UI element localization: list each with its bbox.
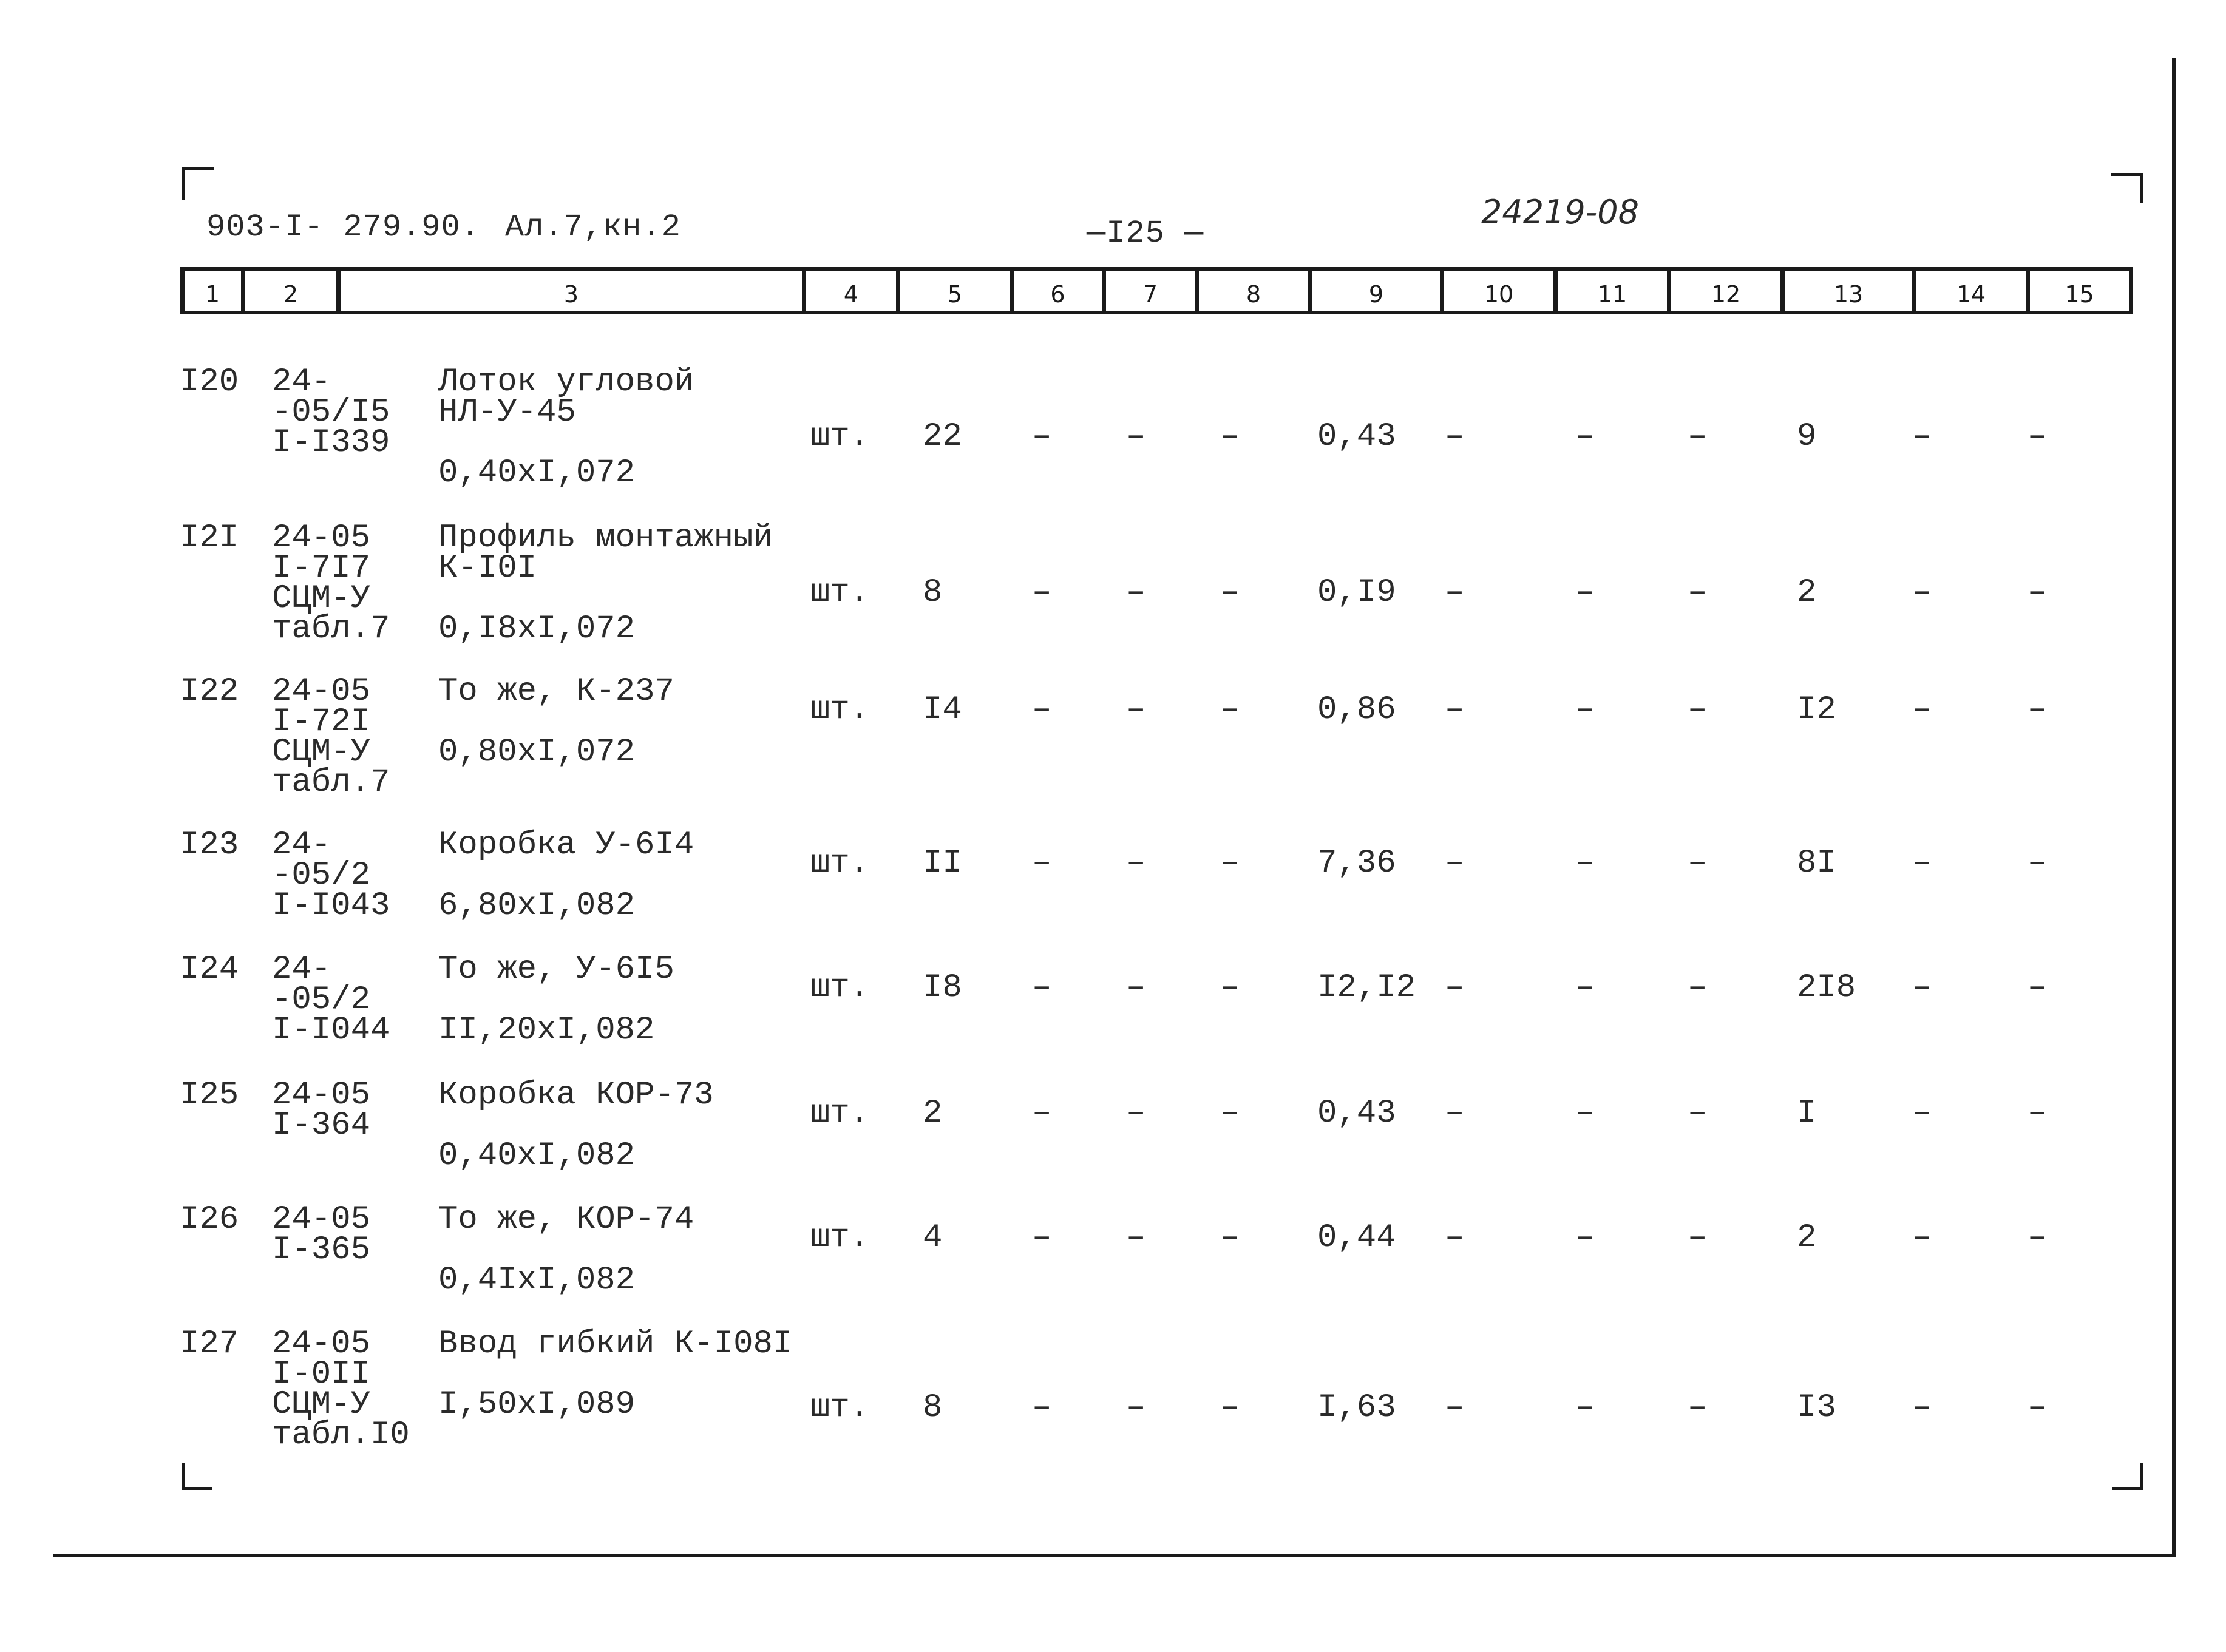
code-reference bbox=[272, 1325, 410, 1454]
item-name bbox=[438, 1325, 793, 1363]
item-name-line: То же, КОР-74 bbox=[438, 1201, 694, 1238]
cell-c10: – bbox=[1445, 1095, 1465, 1132]
column-number-12: 12 bbox=[1711, 281, 1741, 308]
cell-c7: – bbox=[1126, 574, 1146, 611]
cell-c12: – bbox=[1688, 574, 1708, 611]
code-line: 24-05 bbox=[272, 673, 371, 710]
cell-c12: – bbox=[1688, 691, 1708, 728]
column-number-15: 15 bbox=[2065, 281, 2094, 308]
row-number: I2I bbox=[180, 520, 239, 557]
cell-c5: 8 bbox=[923, 574, 943, 611]
item-name bbox=[438, 827, 694, 864]
code-line: -05/2 bbox=[272, 981, 371, 1018]
cell-c15: – bbox=[2027, 418, 2048, 455]
column-number-14: 14 bbox=[1956, 281, 1986, 308]
page-number: —I25 — bbox=[1087, 215, 1204, 251]
code-line: табл.I0 bbox=[272, 1417, 410, 1454]
cell-c6: – bbox=[1032, 574, 1052, 611]
cell-c5: II bbox=[923, 845, 962, 882]
code-reference bbox=[272, 673, 390, 801]
cell-c9: I2,I2 bbox=[1317, 969, 1416, 1006]
cell-c6: – bbox=[1032, 691, 1052, 728]
code-reference bbox=[272, 827, 390, 924]
item-size: 0,I8xI,072 bbox=[438, 611, 636, 648]
cell-c7: – bbox=[1126, 845, 1146, 882]
code-line: I-7I7 bbox=[272, 550, 371, 587]
cell-c5: 22 bbox=[923, 418, 962, 455]
cell-c5: 2 bbox=[923, 1095, 943, 1132]
cell-c9: 0,43 bbox=[1317, 418, 1396, 455]
row-number: I24 bbox=[180, 951, 239, 988]
cell-c7: – bbox=[1126, 418, 1146, 455]
cell-c15: – bbox=[2027, 1389, 2048, 1426]
cell-c11: – bbox=[1575, 418, 1595, 455]
row-number: I20 bbox=[180, 364, 239, 401]
cell-c13: 2I8 bbox=[1797, 969, 1856, 1006]
cell-c13: I bbox=[1797, 1095, 1817, 1132]
cell-c11: – bbox=[1575, 969, 1595, 1006]
column-number-1: 1 bbox=[205, 281, 220, 308]
column-number-7: 7 bbox=[1142, 281, 1158, 308]
column-number-13: 13 bbox=[1833, 281, 1864, 308]
cell-c13: 2 bbox=[1797, 1219, 1817, 1256]
cell-c6: – bbox=[1032, 845, 1052, 882]
cell-c11: – bbox=[1575, 691, 1595, 728]
column-number-9: 9 bbox=[1368, 281, 1384, 308]
item-name-line: То же, У-6I5 bbox=[438, 951, 674, 988]
corner-mark-top-right bbox=[2111, 173, 2143, 203]
cell-unit: шт. bbox=[810, 1219, 870, 1256]
cell-c8: – bbox=[1220, 691, 1240, 728]
code-reference bbox=[272, 951, 390, 1049]
code-line: I-72I bbox=[272, 703, 371, 740]
code-line: I-364 bbox=[272, 1107, 371, 1144]
cell-c11: – bbox=[1575, 1389, 1595, 1426]
item-name-line: К-I0I bbox=[438, 550, 537, 587]
cell-c7: – bbox=[1126, 1389, 1146, 1426]
item-name bbox=[438, 1201, 694, 1238]
right-frame-line bbox=[2172, 58, 2176, 1557]
row-number: I27 bbox=[180, 1325, 239, 1363]
column-number-5: 5 bbox=[947, 281, 963, 308]
column-number-3: 3 bbox=[563, 281, 579, 308]
cell-c14: – bbox=[1912, 418, 1932, 455]
column-number-2: 2 bbox=[283, 281, 299, 308]
cell-c15: – bbox=[2027, 574, 2048, 611]
item-size: 0,40xI,072 bbox=[438, 455, 636, 492]
row-number: I25 bbox=[180, 1077, 239, 1114]
corner-mark-bottom-right bbox=[2112, 1463, 2143, 1490]
cell-c9: 0,I9 bbox=[1317, 574, 1396, 611]
cell-c8: – bbox=[1220, 845, 1240, 882]
cell-c9: 0,86 bbox=[1317, 691, 1396, 728]
item-size: 6,80xI,082 bbox=[438, 887, 636, 924]
item-size: II,20xI,082 bbox=[438, 1012, 655, 1049]
item-name bbox=[438, 520, 773, 587]
cell-c6: – bbox=[1032, 418, 1052, 455]
cell-c9: I,63 bbox=[1317, 1389, 1396, 1426]
item-size: 0,4IxI,082 bbox=[438, 1262, 636, 1299]
cell-unit: шт. bbox=[810, 845, 870, 882]
code-line: 24-05 bbox=[272, 1325, 371, 1363]
cell-c14: – bbox=[1912, 969, 1932, 1006]
cell-c14: – bbox=[1912, 845, 1932, 882]
cell-c7: – bbox=[1126, 1095, 1146, 1132]
column-number-header bbox=[180, 267, 2133, 314]
cell-unit: шт. bbox=[810, 418, 870, 455]
code-reference bbox=[272, 520, 390, 648]
item-name bbox=[438, 364, 694, 431]
corner-mark-bottom-left bbox=[182, 1463, 212, 1490]
column-number-4: 4 bbox=[843, 281, 859, 308]
corner-mark-top-left bbox=[182, 167, 214, 200]
cell-c13: 8I bbox=[1797, 845, 1836, 882]
cell-c7: – bbox=[1126, 1219, 1146, 1256]
bottom-frame-line bbox=[53, 1554, 2176, 1557]
cell-c10: – bbox=[1445, 691, 1465, 728]
cell-c10: – bbox=[1445, 845, 1465, 882]
cell-c12: – bbox=[1688, 969, 1708, 1006]
cell-c10: – bbox=[1445, 1219, 1465, 1256]
cell-c13: 9 bbox=[1797, 418, 1817, 455]
cell-c12: – bbox=[1688, 1219, 1708, 1256]
cell-c14: – bbox=[1912, 574, 1932, 611]
cell-c13: 2 bbox=[1797, 574, 1817, 611]
cell-c8: – bbox=[1220, 574, 1240, 611]
column-number-8: 8 bbox=[1246, 281, 1261, 308]
cell-unit: шт. bbox=[810, 969, 870, 1006]
code-line: 24-05 bbox=[272, 1077, 371, 1114]
cell-c7: – bbox=[1126, 691, 1146, 728]
cell-c13: I2 bbox=[1797, 691, 1836, 728]
cell-c12: – bbox=[1688, 845, 1708, 882]
cell-c5: 8 bbox=[923, 1389, 943, 1426]
cell-c9: 0,43 bbox=[1317, 1095, 1396, 1132]
cell-c8: – bbox=[1220, 418, 1240, 455]
cell-c14: – bbox=[1912, 691, 1932, 728]
code-line: I-I043 bbox=[272, 887, 390, 924]
row-number: I26 bbox=[180, 1201, 239, 1238]
document-code: 903-I- 279.90. bbox=[206, 209, 480, 245]
item-size: 0,80xI,072 bbox=[438, 734, 636, 771]
code-line: СЦМ-У bbox=[272, 580, 371, 617]
item-name-line: НЛ-У-45 bbox=[438, 394, 576, 431]
handwritten-inventory-number: 24219-08 bbox=[1481, 193, 1639, 231]
cell-c12: – bbox=[1688, 1095, 1708, 1132]
code-line: 24- bbox=[272, 364, 331, 401]
code-line: I-I044 bbox=[272, 1012, 390, 1049]
code-reference bbox=[272, 1077, 371, 1144]
code-line: I-0II bbox=[272, 1356, 371, 1393]
code-line: 24- bbox=[272, 951, 331, 988]
cell-c11: – bbox=[1575, 845, 1595, 882]
cell-c9: 0,44 bbox=[1317, 1219, 1396, 1256]
column-number-10: 10 bbox=[1484, 281, 1514, 308]
cell-unit: шт. bbox=[810, 1095, 870, 1132]
code-line: 24-05 bbox=[272, 520, 371, 557]
row-number: I23 bbox=[180, 827, 239, 864]
cell-c6: – bbox=[1032, 1095, 1052, 1132]
code-line: СЦМ-У bbox=[272, 734, 371, 771]
cell-c12: – bbox=[1688, 418, 1708, 455]
cell-c8: – bbox=[1220, 1095, 1240, 1132]
cell-c5: I4 bbox=[923, 691, 962, 728]
code-line: СЦМ-У bbox=[272, 1386, 371, 1423]
cell-c15: – bbox=[2027, 1219, 2048, 1256]
item-name-line: Профиль монтажный bbox=[438, 520, 773, 557]
album-reference: Ал.7,кн.2 bbox=[505, 209, 681, 245]
cell-c15: – bbox=[2027, 691, 2048, 728]
cell-c10: – bbox=[1445, 574, 1465, 611]
item-name-line: Коробка У-6I4 bbox=[438, 827, 694, 864]
cell-c8: – bbox=[1220, 1219, 1240, 1256]
cell-c5: I8 bbox=[923, 969, 962, 1006]
item-name bbox=[438, 951, 674, 988]
cell-c11: – bbox=[1575, 1095, 1595, 1132]
cell-c15: – bbox=[2027, 1095, 2048, 1132]
item-size: 0,40xI,082 bbox=[438, 1137, 636, 1174]
item-name-line: Ввод гибкий К-I08I bbox=[438, 1325, 793, 1363]
cell-c5: 4 bbox=[923, 1219, 943, 1256]
cell-c15: – bbox=[2027, 969, 2048, 1006]
code-reference bbox=[272, 1201, 371, 1268]
cell-unit: шт. bbox=[810, 1389, 870, 1426]
item-size: I,50xI,089 bbox=[438, 1386, 636, 1423]
code-line: -05/2 bbox=[272, 857, 371, 894]
cell-c10: – bbox=[1445, 1389, 1465, 1426]
column-number-11: 11 bbox=[1597, 281, 1627, 308]
code-line: 24- bbox=[272, 827, 331, 864]
item-name bbox=[438, 1077, 714, 1114]
item-name-line: Коробка КОР-73 bbox=[438, 1077, 714, 1114]
code-reference bbox=[272, 364, 390, 461]
cell-c9: 7,36 bbox=[1317, 845, 1396, 882]
cell-c7: – bbox=[1126, 969, 1146, 1006]
cell-unit: шт. bbox=[810, 574, 870, 611]
cell-c14: – bbox=[1912, 1219, 1932, 1256]
item-name bbox=[438, 673, 674, 710]
column-number-6: 6 bbox=[1050, 281, 1065, 308]
cell-c8: – bbox=[1220, 969, 1240, 1006]
cell-c14: – bbox=[1912, 1095, 1932, 1132]
code-line: -05/I5 bbox=[272, 394, 390, 431]
code-line: табл.7 bbox=[272, 764, 390, 801]
cell-c14: – bbox=[1912, 1389, 1932, 1426]
cell-c13: I3 bbox=[1797, 1389, 1836, 1426]
code-line: I-I339 bbox=[272, 424, 390, 461]
item-name-line: Лоток угловой bbox=[438, 364, 694, 401]
code-line: 24-05 bbox=[272, 1201, 371, 1238]
cell-c6: – bbox=[1032, 969, 1052, 1006]
cell-unit: шт. bbox=[810, 691, 870, 728]
cell-c6: – bbox=[1032, 1219, 1052, 1256]
cell-c10: – bbox=[1445, 969, 1465, 1006]
cell-c6: – bbox=[1032, 1389, 1052, 1426]
row-number: I22 bbox=[180, 673, 239, 710]
item-name-line: То же, К-237 bbox=[438, 673, 674, 710]
cell-c11: – bbox=[1575, 1219, 1595, 1256]
cell-c15: – bbox=[2027, 845, 2048, 882]
code-line: табл.7 bbox=[272, 611, 390, 648]
cell-c12: – bbox=[1688, 1389, 1708, 1426]
cell-c8: – bbox=[1220, 1389, 1240, 1426]
code-line: I-365 bbox=[272, 1231, 371, 1268]
cell-c10: – bbox=[1445, 418, 1465, 455]
cell-c11: – bbox=[1575, 574, 1595, 611]
